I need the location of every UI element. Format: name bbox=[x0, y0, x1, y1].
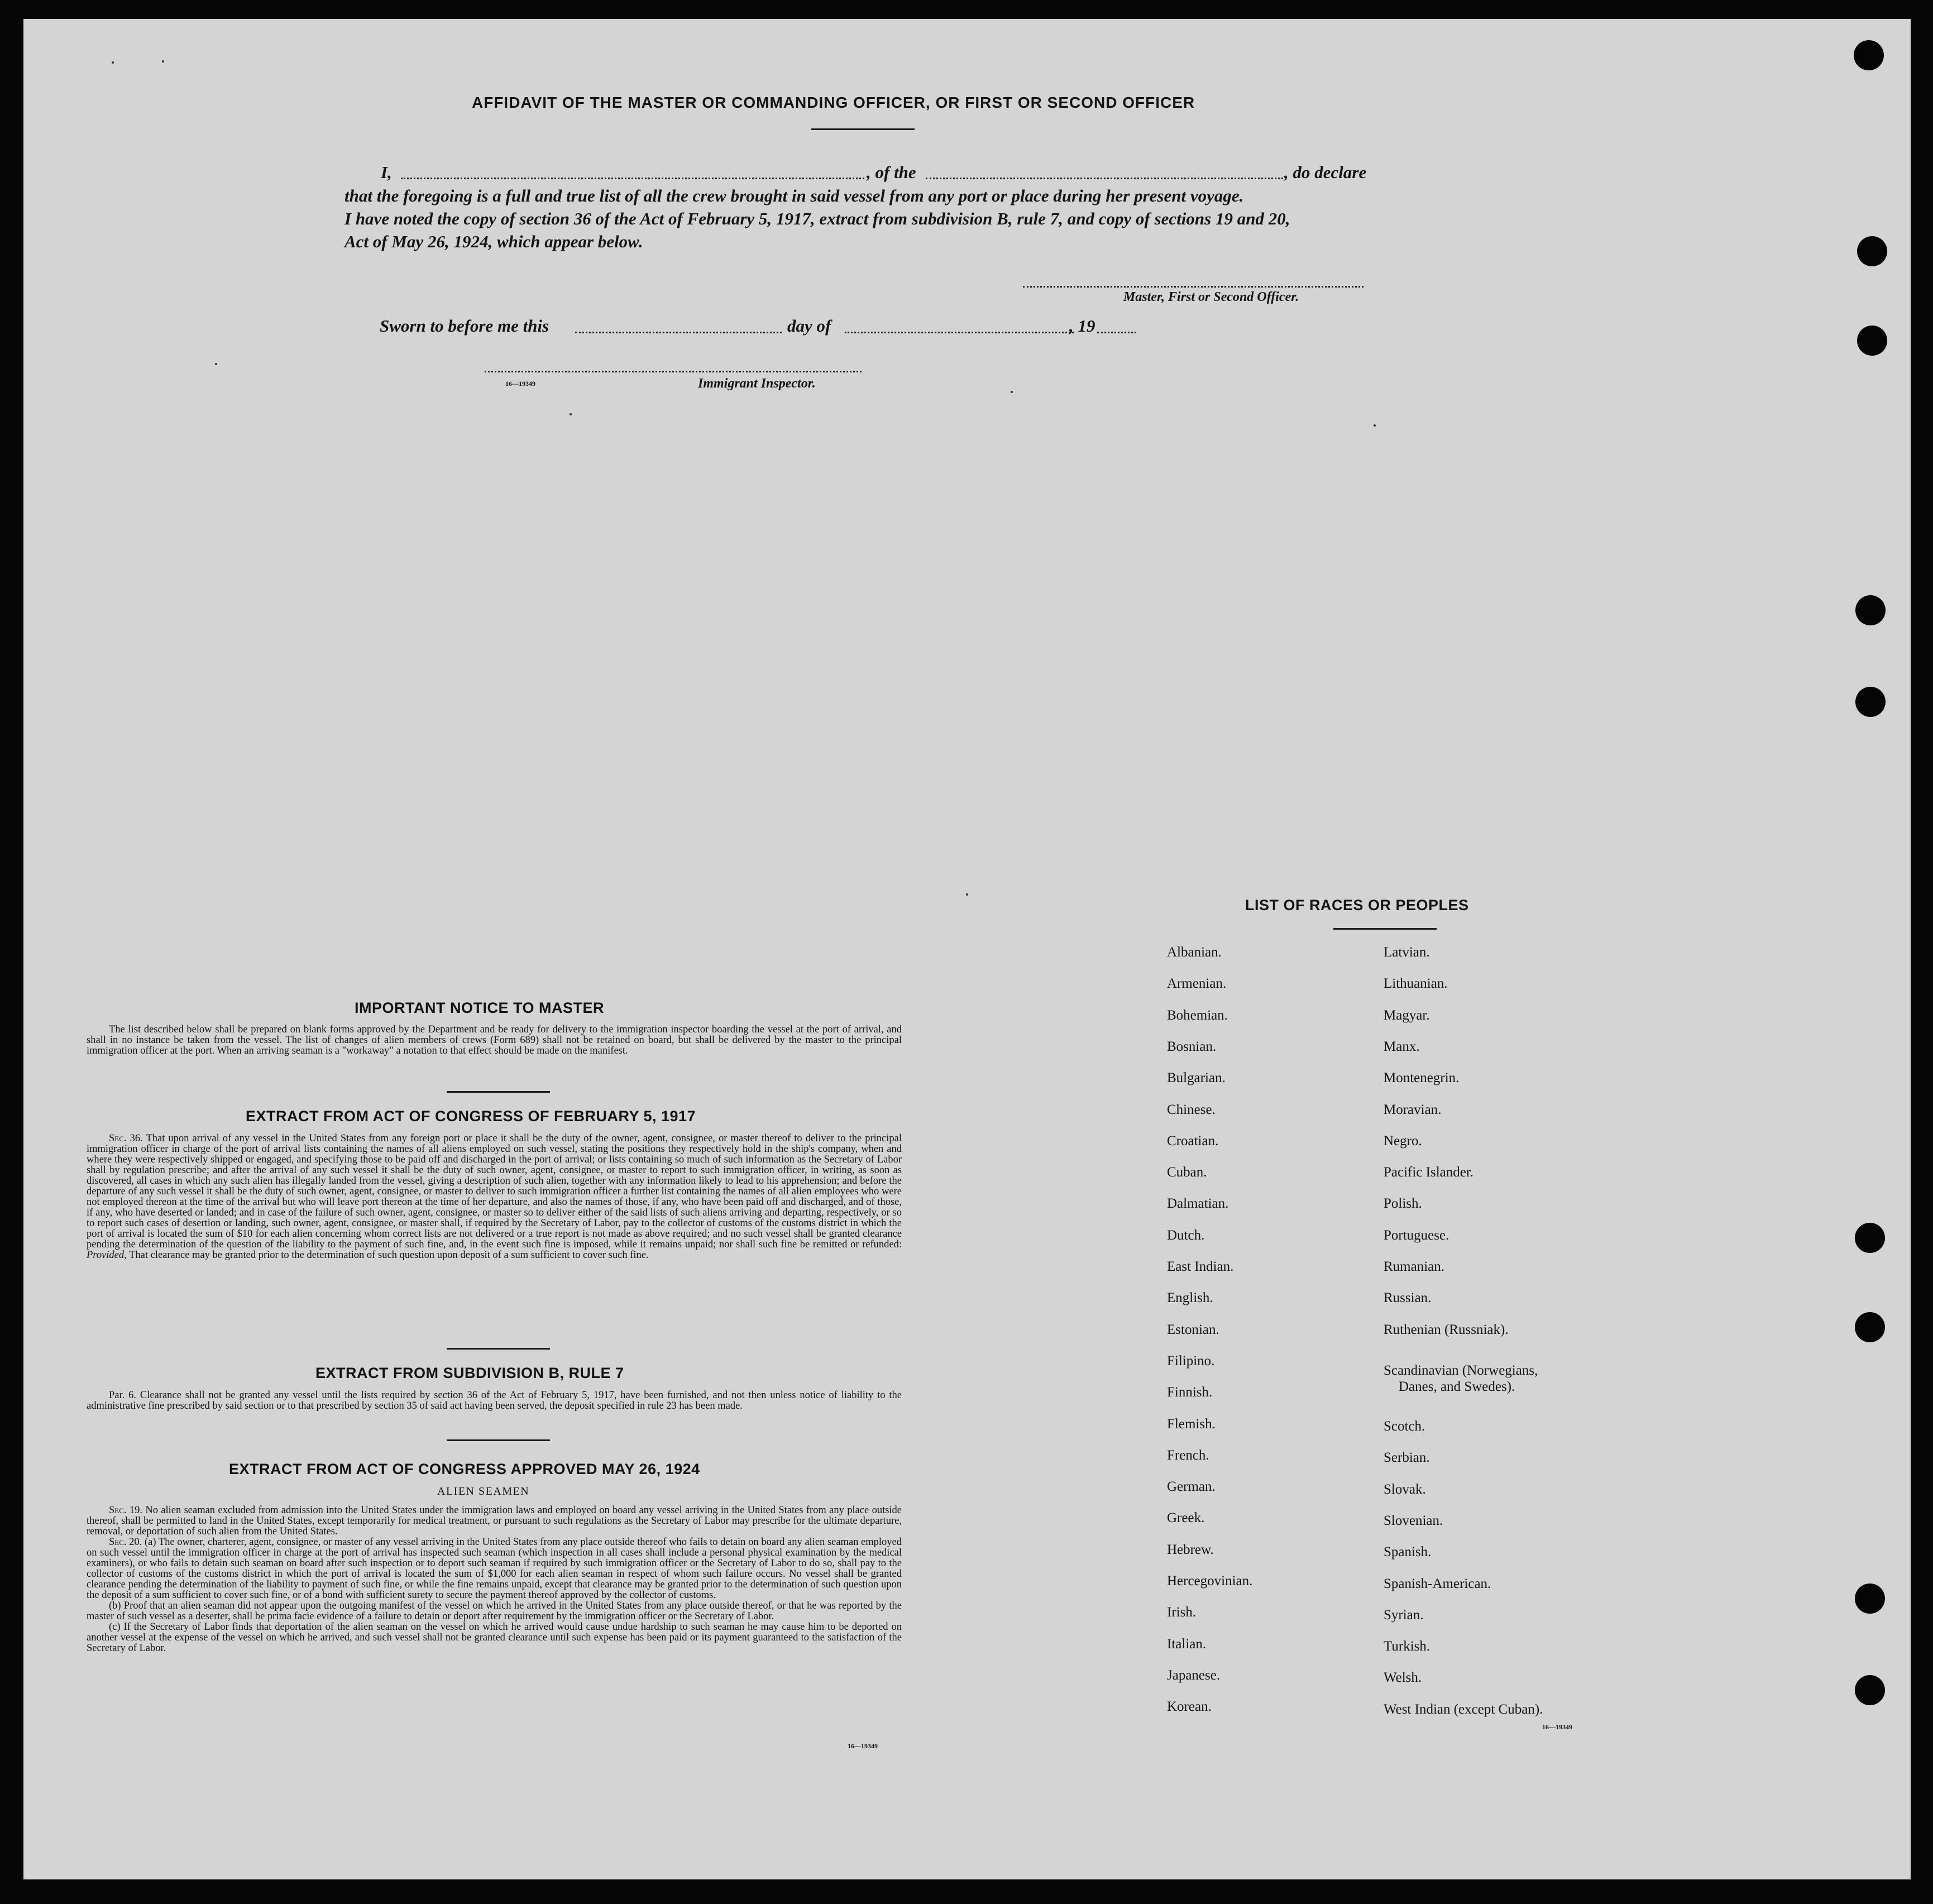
race-item: Finnish. bbox=[1167, 1385, 1213, 1400]
race-item: French. bbox=[1167, 1447, 1209, 1463]
race-item: Greek. bbox=[1167, 1510, 1205, 1526]
race-item: Albanian. bbox=[1167, 945, 1222, 960]
punch-hole bbox=[1857, 326, 1887, 356]
sworn-text: Sworn to before me this bbox=[380, 316, 549, 336]
race-item: Lithuanian. bbox=[1384, 976, 1448, 992]
title-divider bbox=[811, 128, 915, 130]
provided-word: Provided, bbox=[87, 1250, 127, 1261]
punch-hole bbox=[1855, 1584, 1885, 1614]
race-item: Bohemian. bbox=[1167, 1007, 1228, 1023]
sec-36-text-end: That clearance may be granted prior to the determination of such question upon deposit of a sum sufficient to cover such fine. bbox=[129, 1250, 649, 1261]
race-item: Polish. bbox=[1384, 1196, 1422, 1212]
race-item: Irish. bbox=[1167, 1605, 1197, 1620]
scan-speck bbox=[162, 60, 164, 63]
affidavit-line1-mid: , of the bbox=[867, 162, 916, 182]
race-item: Cuban. bbox=[1167, 1165, 1207, 1180]
race-item: Estonian. bbox=[1167, 1322, 1219, 1337]
punch-hole bbox=[1855, 1312, 1885, 1342]
sec-20-label: Sec. 20. bbox=[109, 1537, 142, 1548]
race-item: Bosnian. bbox=[1167, 1039, 1217, 1054]
race-item: Negro. bbox=[1384, 1133, 1422, 1149]
sec-36-text: That upon arrival of any vessel in the United States from any foreign port or place it shall be the duty of the owner, agent, consignee, or master thereof to deliver to the principal immigration officer in charge of the port of arrival lists containing the names of all aliens employed on such vessel, stating the positions they respectively hold in the ship's company, when and where they were respectively shipped or engaged, and specifying those to be paid off and discharged in the port of arrival; or lists containing so much of such information as the Secretary of Labor shall by regulation prescribe; and after the arrival of any such vessel it shall be the duty of such owner, agent, consignee, or master to report to such immigration officer, in writing, as soon as discovered, all cases in which any such alien has illegally landed from the vessel, giving a description of such alien, together with any information likely to lead to his apprehension; and before the departure of any such vessel it shall be the duty of such owner, agent, consignee, or master to deliver to such immigration officer a further list containing the names of all alien employees who were not employed thereon at the time of the arrival but who will leave port thereon at the time of her departure, and also the names of those, if any, who have been paid off and discharged, and of those, if any, who have deserted or landed; and in case of the failure of such owner, agent, consignee, or master so to deliver either of the said lists of such aliens arriving and departing, respectively, or so to report such cases of desertion or landing, such owner, agent, consignee, or master shall, if required by the Secretary of Labor, pay to the collector of customs of the customs district in which the port of arrival is located the sum of $10 for each alien concerning whom correct lists are not delivered or a true report is not made as above required; and no such vessel shall be granted clearance pending the determination of the question of the liability to the payment of such fine, and, in the event such fine is imposed, while it remains unpaid; nor shall such fine be remitted or refunded: bbox=[87, 1133, 902, 1250]
race-item: Russian. bbox=[1384, 1290, 1432, 1306]
inspector-label: Immigrant Inspector. bbox=[698, 376, 816, 391]
notice-paragraph: The list described below shall be prepared on blank forms approved by the Department and be ready for delivery to the immigration inspector boarding the vessel at the port of arrival, and shall in no instance be taken from the vessel. The list of changes of alien members of crews (Form 689) shall not be retained on board, but shall be delivered by the master to the principal immigration officer at the port. When an arriving seaman is a "workaway" a notation to that effect should be made on the manifest. bbox=[87, 1024, 902, 1056]
race-item: Magyar. bbox=[1384, 1007, 1430, 1023]
affidavit-line1-end: , do declare bbox=[1284, 162, 1367, 182]
punch-hole bbox=[1854, 40, 1884, 70]
scan-speck bbox=[1374, 424, 1376, 427]
race-item: Bulgarian. bbox=[1167, 1070, 1226, 1086]
form-number: 16—19349 bbox=[505, 380, 535, 388]
race-item: Dutch. bbox=[1167, 1227, 1205, 1243]
master-signature-label: Master, First or Second Officer. bbox=[1123, 290, 1299, 304]
race-item: Welsh. bbox=[1384, 1670, 1422, 1686]
race-item: Slovenian. bbox=[1384, 1513, 1443, 1528]
race-item: Slovak. bbox=[1384, 1481, 1426, 1497]
race-item: East Indian. bbox=[1167, 1259, 1234, 1274]
rule7-text bbox=[87, 1390, 902, 1412]
race-item: Manx. bbox=[1384, 1039, 1420, 1054]
punch-hole bbox=[1857, 236, 1887, 266]
race-item: Croatian. bbox=[1167, 1133, 1219, 1149]
race-item: Latvian. bbox=[1384, 945, 1430, 960]
year-blank bbox=[1097, 332, 1136, 333]
scan-speck bbox=[570, 413, 572, 415]
scan-speck bbox=[966, 893, 968, 896]
scan-speck bbox=[215, 363, 217, 365]
punch-hole bbox=[1855, 1675, 1885, 1705]
extract-1924-text bbox=[87, 1505, 902, 1654]
race-item: Hercegovinian. bbox=[1167, 1573, 1253, 1589]
scan-speck bbox=[112, 61, 114, 64]
punch-hole bbox=[1855, 595, 1886, 625]
sec-36-label: Sec. 36. bbox=[109, 1133, 143, 1144]
race-item: Moravian. bbox=[1384, 1102, 1442, 1117]
race-item: Armenian. bbox=[1167, 976, 1227, 992]
notice-title: IMPORTANT NOTICE TO MASTER bbox=[355, 999, 604, 1016]
form-number: 16—19349 bbox=[848, 1742, 878, 1750]
race-item: Spanish. bbox=[1384, 1544, 1432, 1560]
race-item: Ruthenian (Russniak). bbox=[1384, 1322, 1509, 1337]
sec-20c-text: (c) If the Secretary of Labor finds that deportation of the alien seaman on the vessel on which he arrived would cause undue hardship to such seaman he may cause him to be deported on another vessel at the expense of the vessel on which he arrived, and such vessel shall not be granted clearance until such expense has been paid or its payment guaranteed to the satisfaction of the Secretary of Labor. bbox=[87, 1621, 902, 1654]
race-item: Hebrew. bbox=[1167, 1542, 1214, 1557]
race-item: Dalmatian. bbox=[1167, 1196, 1229, 1212]
affidavit-line4: Act of May 26, 1924, which appear below. bbox=[345, 232, 643, 251]
race-item: West Indian (except Cuban). bbox=[1384, 1701, 1543, 1717]
sec-19-text: No alien seaman excluded from admission into the United States under the immigration laws and employed on board any vessel arriving in the United States from any place outside thereof, shall be permitted to land in the United States, except temporarily for medical treatment, or pursuant to such regulations as the Secretary of Labor may prescribe for the ultimate departure, removal, or deportation of such alien from the United States. bbox=[87, 1505, 902, 1537]
section-divider bbox=[447, 1348, 550, 1350]
affidavit-line2: that the foregoing is a full and true list of all the crew brought in said vessel from any port or place during her present voyage. bbox=[345, 186, 1244, 205]
sec-19-label: Sec. 19. bbox=[109, 1505, 142, 1516]
affidavit-line3: I have noted the copy of section 36 of the Act of February 5, 1917, extract from subdivision B, rule 7, and copy of sections 19 and 20, bbox=[345, 209, 1290, 228]
race-item: Spanish-American. bbox=[1384, 1576, 1491, 1591]
race-item: Filipino. bbox=[1167, 1353, 1215, 1369]
race-item: Japanese. bbox=[1167, 1667, 1221, 1683]
punch-hole bbox=[1855, 687, 1886, 717]
affidavit-title: AFFIDAVIT OF THE MASTER OR COMMANDING OFFICER, OR FIRST OR SECOND OFFICER bbox=[472, 94, 1195, 111]
race-item: English. bbox=[1167, 1290, 1213, 1306]
race-item: Rumanian. bbox=[1384, 1259, 1445, 1274]
race-item: Syrian. bbox=[1384, 1607, 1424, 1623]
race-item: Scandinavian (Norwegians, bbox=[1384, 1363, 1538, 1378]
race-item: Pacific Islander. bbox=[1384, 1165, 1474, 1180]
race-item: Montenegrin. bbox=[1384, 1070, 1460, 1086]
inspector-signature-line bbox=[485, 371, 862, 372]
sec-20b-text: (b) Proof that an alien seaman did not appear upon the outgoing manifest of the vessel on which he arrived in the United States from any place outside thereof, or that he was reported by the master of such vessel as a deserter, shall be prima facie evidence of a failure to detain or deport after requirement by the immigration officer or the Secretary of Labor. bbox=[87, 1600, 902, 1622]
day-blank bbox=[575, 332, 782, 333]
sec-20a-text: (a) The owner, charterer, agent, consignee, or master of any vessel arriving in the United States from any place outside thereof who fails to detain on board any alien seaman employed on such vessel until the immigration officer in charge at the port of arrival has inspected such seaman (which inspection in all cases shall include a personal physical examination by the medical examiners), or who fails to detain such seaman on board after such inspection or to deport such seaman if required by such immigration officer or the Secretary of Labor to do so, shall pay to the collector of customs of the customs district in which the port of arrival is located the sum of $1,000 for each alien seaman in respect of whom such failure occurs. No vessel shall be granted clearance pending the determination of the liability to payment of such fine, or while the fine remains unpaid, except that clearance may be granted prior to the determination of such question upon the deposit of a sum sufficient to cover such fine, or of a bond with sufficient surety to secure the payment thereof approved by the collector of customs. bbox=[87, 1537, 902, 1601]
vessel-blank bbox=[926, 178, 1283, 179]
race-item: Portuguese. bbox=[1384, 1227, 1449, 1243]
form-number: 16—19349 bbox=[1542, 1723, 1572, 1731]
notice-text bbox=[87, 1025, 902, 1056]
race-item: Danes, and Swedes). bbox=[1399, 1379, 1515, 1394]
race-item: Korean. bbox=[1167, 1699, 1212, 1715]
extract-1924-title: EXTRACT FROM ACT OF CONGRESS APPROVED MAY 26, 1924 bbox=[229, 1461, 700, 1477]
race-item: German. bbox=[1167, 1479, 1216, 1495]
extract-1917-text bbox=[87, 1133, 902, 1261]
section-divider bbox=[447, 1439, 550, 1441]
sworn-day-of: day of bbox=[787, 316, 831, 336]
scan-speck bbox=[1011, 391, 1013, 393]
races-divider bbox=[1333, 928, 1437, 930]
alien-seamen-subtitle: ALIEN SEAMEN bbox=[437, 1485, 530, 1498]
section-divider bbox=[447, 1091, 550, 1093]
race-item: Italian. bbox=[1167, 1636, 1207, 1652]
extract-1917-title: EXTRACT FROM ACT OF CONGRESS OF FEBRUARY 5, 1917 bbox=[246, 1108, 696, 1125]
name-blank bbox=[401, 178, 864, 179]
rule7-paragraph: Par. 6. Clearance shall not be granted any vessel until the lists required by section 36 of the Act of February 5, 1917, have been furnished, and not then unless notice of liability to the administrative fine prescribed by said section or to that prescribed by section 35 of said act having been served, the deposit specified in rule 23 has been made. bbox=[87, 1390, 902, 1412]
affidavit-line1-start: I, bbox=[381, 162, 392, 182]
punch-hole bbox=[1855, 1223, 1885, 1253]
sworn-year: , 19 bbox=[1069, 316, 1095, 336]
month-blank bbox=[845, 332, 1074, 333]
race-item: Serbian. bbox=[1384, 1450, 1430, 1466]
rule7-title: EXTRACT FROM SUBDIVISION B, RULE 7 bbox=[315, 1365, 624, 1381]
master-signature-line bbox=[1023, 286, 1363, 288]
race-item: Scotch. bbox=[1384, 1419, 1425, 1434]
race-item: Turkish. bbox=[1384, 1639, 1430, 1654]
race-item: Chinese. bbox=[1167, 1102, 1216, 1117]
races-title: LIST OF RACES OR PEOPLES bbox=[1245, 897, 1469, 913]
race-item: Flemish. bbox=[1167, 1416, 1216, 1432]
